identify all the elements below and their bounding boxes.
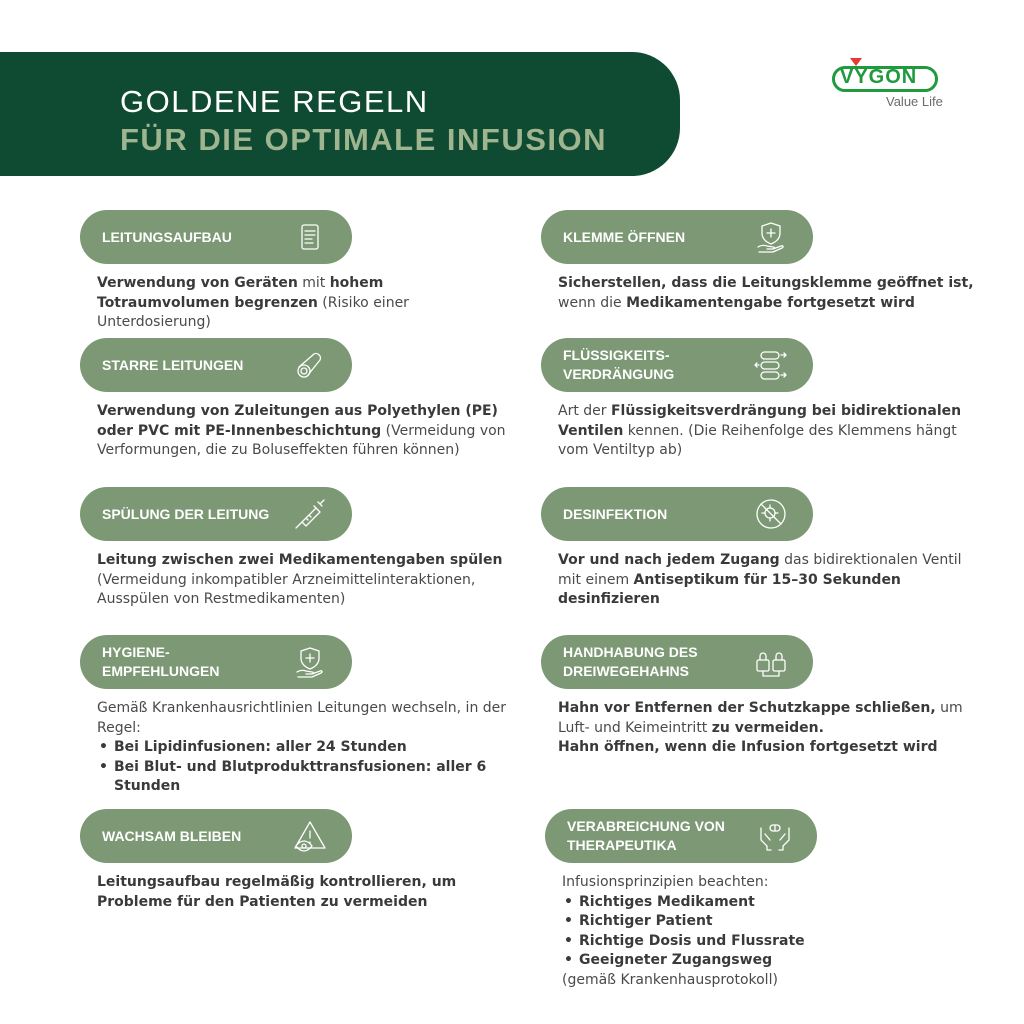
rule-label-pill bbox=[80, 635, 352, 689]
rule-paragraph bbox=[97, 402, 517, 461]
rule-paragraph bbox=[558, 402, 978, 461]
rule-label: KLEMME ÖFFNEN bbox=[563, 228, 686, 245]
rule-text: wenn die bbox=[558, 294, 627, 311]
list-item: • Richtiger Patient bbox=[562, 912, 982, 932]
rule-label-pill bbox=[541, 487, 813, 541]
rule-text: (Vermeidung inkompatibler Arzneimittelinteraktionen, Ausspülen von Restmedikamenten) bbox=[97, 571, 476, 607]
rule-label-pill bbox=[541, 338, 813, 392]
hands-pill-icon bbox=[757, 818, 793, 854]
list-item: • Richtige Dosis und Flussrate bbox=[562, 932, 982, 952]
rule-label: SPÜLUNG DER LEITUNG bbox=[102, 505, 270, 522]
flow-arrows-icon bbox=[753, 347, 789, 383]
header-banner bbox=[0, 52, 680, 176]
document-icon bbox=[292, 219, 328, 255]
rule-bullet-list bbox=[97, 738, 517, 797]
rule-label: DESINFEKTION bbox=[563, 505, 668, 522]
rule-description bbox=[97, 551, 517, 610]
logo-tagline: Value Life bbox=[886, 94, 943, 109]
page-subtitle: FÜR DIE OPTIMALE INFUSION bbox=[120, 122, 607, 157]
vygon-logo bbox=[828, 52, 958, 112]
rule-text-bold: zu vermeiden. Hahn öffnen, wenn die Infusion fortgesetzt wird bbox=[558, 719, 938, 755]
rule-paragraph bbox=[558, 699, 978, 758]
rule-text-bold: Sicherstellen, dass die Leitungsklemme geöffnet ist, bbox=[558, 275, 974, 291]
rule-label-pill bbox=[541, 635, 813, 689]
rule-label: FLÜSSIGKEITS- VERDRÄNGUNG bbox=[563, 347, 675, 382]
rule-text: (Vermeidung von Verformungen, die zu Boluseffekten führen können) bbox=[97, 422, 506, 458]
syringe-icon bbox=[292, 496, 328, 532]
rule-paragraph bbox=[97, 274, 517, 333]
rule-text: um Luft- und Keimeintritt bbox=[558, 700, 963, 736]
rule-footnote: (gemäß Krankenhausprotokoll) bbox=[562, 971, 778, 988]
rule-text: Infusionsprinzipien beachten: bbox=[562, 874, 769, 890]
list-item: • Richtiges Medikament bbox=[562, 893, 982, 913]
rule-text-bold: Leitung zwischen zwei Medikamentengaben spülen bbox=[97, 552, 503, 568]
list-item: • Geeigneter Zugangsweg bbox=[562, 951, 982, 971]
rule-paragraph bbox=[558, 274, 978, 313]
rule-paragraph bbox=[558, 551, 978, 610]
warning-eye-icon bbox=[292, 818, 328, 854]
rule-label-pill bbox=[80, 210, 352, 264]
rule-label: HYGIENE- EMPFEHLUNGEN bbox=[102, 644, 220, 679]
rule-text-bold: Antiseptikum für 15–30 Sekunden desinfizieren bbox=[558, 571, 901, 607]
rule-label: WACHSAM BLEIBEN bbox=[102, 827, 242, 844]
rule-label: HANDHABUNG DES DREIWEGEHAHNS bbox=[563, 644, 698, 679]
rule-text-bold: Flüssigkeitsverdrängung bei bidirektionalen Ventilen bbox=[558, 403, 962, 439]
page-title: GOLDENE REGELN bbox=[120, 84, 429, 119]
rule-label: STARRE LEITUNGEN bbox=[102, 356, 244, 373]
rule-bullet-list bbox=[562, 893, 982, 971]
rule-description bbox=[97, 402, 517, 461]
rule-text-bold: Verwendung von Zuleitungen aus Polyethylen (PE) oder PVC mit PE-Innenbeschichtung bbox=[97, 403, 498, 439]
rule-text-bold: Verwendung von Geräten bbox=[97, 275, 298, 291]
shield-hand-icon bbox=[292, 644, 328, 680]
rule-description bbox=[558, 274, 978, 313]
rule-text: Art der bbox=[558, 403, 611, 419]
rule-text-bold: hohem Totraumvolumen begrenzen bbox=[97, 275, 384, 311]
rule-paragraph bbox=[97, 551, 517, 610]
rule-description bbox=[558, 402, 978, 461]
rule-label: VERABREICHUNG VON THERAPEUTIKA bbox=[567, 818, 725, 853]
tube-icon bbox=[292, 347, 328, 383]
rule-text: Gemäß Krankenhausrichtlinien Leitungen wechseln, in der Regel: bbox=[97, 700, 507, 736]
rule-description bbox=[558, 699, 978, 758]
rule-paragraph bbox=[562, 873, 982, 893]
rule-label-pill bbox=[80, 338, 352, 392]
rule-text-bold: Leitungsaufbau regelmäßig kontrollieren, um Probleme für den Patienten zu vermeiden bbox=[97, 874, 457, 910]
rule-paragraph bbox=[97, 873, 517, 912]
no-germs-icon bbox=[753, 496, 789, 532]
rule-text-bold: Vor und nach jedem Zugang bbox=[558, 552, 780, 568]
rule-description bbox=[97, 873, 517, 912]
rule-text: (Risiko einer Unterdosierung) bbox=[97, 294, 409, 330]
rule-label-pill bbox=[80, 809, 352, 863]
rule-description bbox=[97, 274, 517, 333]
rule-description bbox=[562, 873, 982, 990]
logo-wordmark: VYGON bbox=[840, 66, 918, 88]
list-item: • Bei Blut- und Blutprodukttransfusionen: aller 6 Stunden bbox=[97, 758, 517, 797]
rule-text-bold: Medikamentengabe fortgesetzt wird bbox=[626, 294, 915, 311]
rule-paragraph bbox=[97, 699, 517, 738]
locks-icon bbox=[753, 644, 789, 680]
rule-description bbox=[97, 699, 517, 797]
rule-text: kennen. (Die Reihenfolge des Klemmens hängt vom Ventiltyp ab) bbox=[558, 422, 957, 458]
rule-label-pill bbox=[541, 210, 813, 264]
logo-triangle-icon bbox=[850, 58, 862, 66]
rule-description bbox=[558, 551, 978, 610]
list-item: • Bei Lipidinfusionen: aller 24 Stunden bbox=[97, 738, 517, 758]
rule-label: LEITUNGSAUFBAU bbox=[102, 228, 232, 245]
rule-label-pill bbox=[80, 487, 352, 541]
rule-text: das bidirektionalen Ventil mit einem bbox=[558, 552, 962, 588]
rule-label-pill bbox=[545, 809, 817, 863]
rule-text-bold: Hahn vor Entfernen der Schutzkappe schließen, bbox=[558, 700, 936, 716]
rule-text: mit bbox=[297, 275, 330, 291]
shield-hand-icon bbox=[753, 219, 789, 255]
